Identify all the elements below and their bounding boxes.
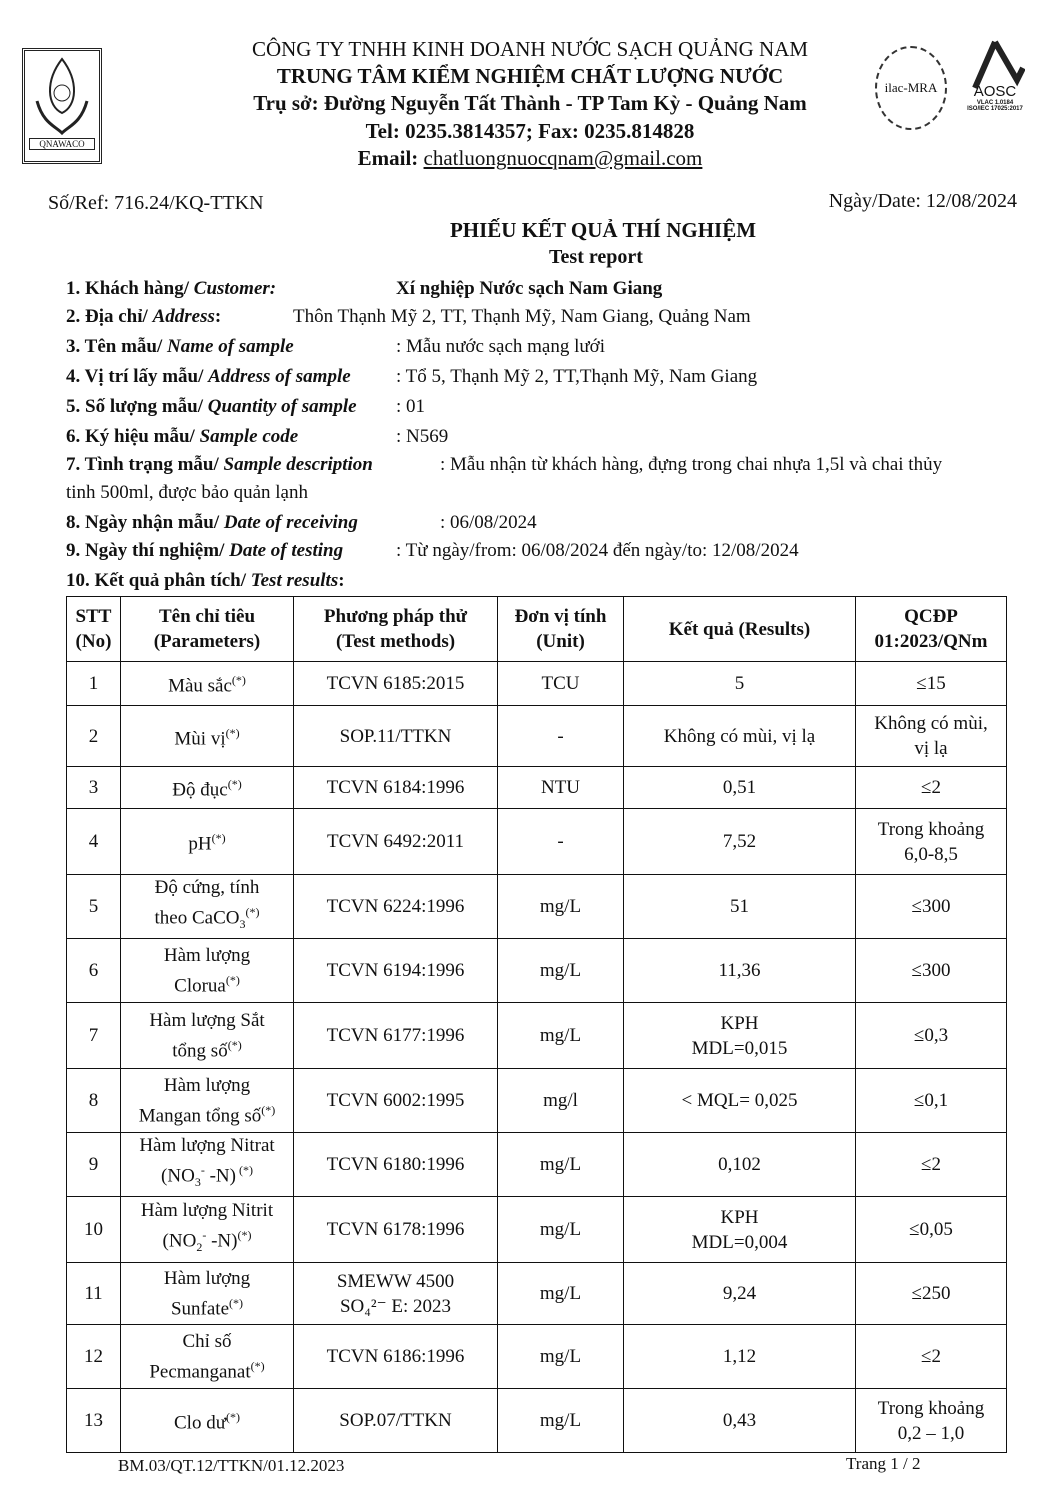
accreditation-mark: (*) xyxy=(226,1410,240,1425)
parameter-text: 3 xyxy=(194,1175,201,1190)
cell-unit: mg/L xyxy=(498,1003,624,1069)
info-value: : Từ ngày/from: 06/08/2024 đến ngày/to: 12/08/2024 xyxy=(396,540,799,561)
info-label-en: Address xyxy=(152,306,215,327)
parameter-name xyxy=(121,767,294,809)
info-label-en: Sample description xyxy=(223,454,373,475)
table-header-row xyxy=(67,597,1007,662)
parameter-text: Màu sắc xyxy=(168,675,232,697)
parameter-name xyxy=(121,1389,294,1453)
cell-unit: mg/l xyxy=(498,1069,624,1133)
info-label xyxy=(66,278,276,299)
reference-number: Số/Ref: 716.24/KQ-TTKN xyxy=(48,192,264,214)
parameter-text: Hàm lượng xyxy=(163,1074,251,1096)
row-number: 9 xyxy=(67,1133,121,1197)
info-label-vi: 10. Kết quả phân tích/ xyxy=(66,570,251,591)
cell-result: 7,52 xyxy=(624,809,856,875)
accreditation-mark: (*) xyxy=(261,1102,276,1117)
parameter-name xyxy=(121,1003,294,1069)
ilac-mra-logo: ilac-MRA xyxy=(875,46,947,130)
table-row xyxy=(67,1069,1007,1133)
info-label xyxy=(66,540,343,561)
accreditation-mark: (*) xyxy=(227,777,242,792)
cell-unit: mg/L xyxy=(498,1389,624,1453)
parameter-text: (NO xyxy=(162,1230,197,1252)
cell-result: 5 xyxy=(624,662,856,706)
parameter-text: Hàm lượng Nitrat xyxy=(139,1135,275,1157)
column-header: Phương pháp thử (Test methods) xyxy=(294,597,498,662)
parameter-text: -N) xyxy=(204,1165,236,1187)
cell-limit: Trong khoảng 6,0-8,5 xyxy=(856,809,1007,875)
cell-method: SOP.07/TTKN xyxy=(294,1389,498,1453)
parameter-name xyxy=(121,1263,294,1325)
aosc-logo: AOSC VLAC 1.0184 ISO/IEC 17025:2017 xyxy=(950,40,1040,112)
info-value: Xí nghiệp Nước sạch Nam Giang xyxy=(396,278,663,299)
parameter-text: -N) xyxy=(206,1230,238,1252)
cell-result: 51 xyxy=(624,875,856,939)
row-number: 6 xyxy=(67,939,121,1003)
table-row xyxy=(67,1263,1007,1325)
cell-limit: Không có mùi, vị lạ xyxy=(856,706,1007,767)
cell-unit: mg/L xyxy=(498,1133,624,1197)
page-number: Trang 1 / 2 xyxy=(846,1454,921,1473)
table-row xyxy=(67,662,1007,706)
table-row xyxy=(67,767,1007,809)
info-row-9 xyxy=(66,540,343,562)
row-number: 4 xyxy=(67,809,121,875)
form-code: BM.03/QT.12/TTKN/01.12.2023 xyxy=(118,1456,345,1475)
parameter-name xyxy=(121,706,294,767)
info-label-colon: : xyxy=(214,306,222,327)
info-value: : 01 xyxy=(396,396,426,417)
parameter-text: Chỉ số xyxy=(182,1330,232,1352)
parameter-text: Hàm lượng Sắt xyxy=(149,1009,265,1031)
accreditation-mark: (*) xyxy=(250,1358,265,1373)
cell-limit: ≤2 xyxy=(856,1325,1007,1389)
cell-result: 0,51 xyxy=(624,767,856,809)
info-label xyxy=(66,570,345,591)
company-phone: Tel: 0235.3814357; Fax: 0235.814828 xyxy=(365,119,695,143)
cell-limit: ≤2 xyxy=(856,767,1007,809)
table-row xyxy=(67,706,1007,767)
cell-limit: ≤250 xyxy=(856,1263,1007,1325)
parameter-text: (NO xyxy=(161,1165,195,1187)
parameter-text: Mùi vị xyxy=(174,728,226,750)
parameter-text: pH xyxy=(188,833,212,855)
info-row-6 xyxy=(66,426,298,448)
info-label-vi: 9. Ngày thí nghiệm/ xyxy=(66,540,230,561)
parameter-text: Hàm lượng xyxy=(163,1267,251,1289)
cell-result: KPH MDL=0,004 xyxy=(624,1197,856,1263)
parameter-text: Clo dư xyxy=(174,1412,226,1434)
cell-limit: ≤2 xyxy=(856,1133,1007,1197)
row-number: 10 xyxy=(67,1197,121,1263)
cell-result: 0,102 xyxy=(624,1133,856,1197)
parameter-name xyxy=(121,1197,294,1263)
cell-result: 0,43 xyxy=(624,1389,856,1453)
cell-limit: ≤0,1 xyxy=(856,1069,1007,1133)
info-row-7 xyxy=(66,454,373,476)
info-label-vi: 1. Khách hàng/ xyxy=(66,278,194,299)
table-row xyxy=(67,809,1007,875)
info-value-continued: tinh 500ml, được bảo quản lạnh xyxy=(66,482,308,503)
accreditation-mark: (*) xyxy=(231,673,246,688)
parameter-text: Pecmanganat xyxy=(149,1361,251,1383)
parameter-name xyxy=(121,1325,294,1389)
cell-result: KPH MDL=0,015 xyxy=(624,1003,856,1069)
parameter-text: Mangan tổng số xyxy=(138,1105,262,1127)
info-label-en: Quantity of sample xyxy=(207,396,357,417)
row-number: 2 xyxy=(67,706,121,767)
info-value: : 06/08/2024 xyxy=(440,512,537,533)
company-name: CÔNG TY TNHH KINH DOANH NƯỚC SẠCH QUẢNG NAM xyxy=(251,37,809,61)
cell-method: SMEWW 4500 SO₄²⁻ E: 2023 xyxy=(294,1263,498,1325)
info-row-2 xyxy=(66,306,221,328)
column-header: QCĐP 01:2023/QNm xyxy=(856,597,1007,662)
cell-limit: ≤300 xyxy=(856,939,1007,1003)
info-label-vi: 7. Tình trạng mẫu/ xyxy=(66,454,224,475)
table-row xyxy=(67,1325,1007,1389)
cell-unit: mg/L xyxy=(498,939,624,1003)
info-row-5 xyxy=(66,396,357,418)
cell-method: TCVN 6492:2011 xyxy=(294,809,498,875)
row-number: 1 xyxy=(67,662,121,706)
accreditation-mark: - xyxy=(202,1228,207,1243)
accreditation-mark: (*) xyxy=(211,831,226,846)
cell-method: TCVN 6180:1996 xyxy=(294,1133,498,1197)
info-label-vi: 3. Tên mẫu/ xyxy=(66,336,168,357)
row-number: 12 xyxy=(67,1325,121,1389)
info-label-en: Date of receiving xyxy=(223,512,358,533)
column-header: Tên chỉ tiêu (Parameters) xyxy=(121,597,294,662)
parameter-name xyxy=(121,1133,294,1197)
row-number: 5 xyxy=(67,875,121,939)
cell-method: SOP.11/TTKN xyxy=(294,706,498,767)
accreditation-mark: (*) xyxy=(225,725,240,740)
info-label-en: Name of sample xyxy=(167,336,294,357)
accreditation-mark: (*) xyxy=(229,1295,244,1310)
parameter-text: theo CaCO xyxy=(154,907,240,929)
info-label-vi: 8. Ngày nhận mẫu/ xyxy=(66,512,224,533)
info-label xyxy=(66,396,357,417)
results-table xyxy=(66,596,1007,1453)
cell-unit: TCU xyxy=(498,662,624,706)
accreditation-mark: (*) xyxy=(235,1163,253,1178)
row-number: 11 xyxy=(67,1263,121,1325)
row-number: 8 xyxy=(67,1069,121,1133)
parameter-text: Độ đục xyxy=(172,779,228,801)
parameter-name xyxy=(121,875,294,939)
column-header: Đơn vị tính (Unit) xyxy=(498,597,624,662)
table-row xyxy=(67,1003,1007,1069)
cell-method: TCVN 6194:1996 xyxy=(294,939,498,1003)
info-label-colon: : xyxy=(338,570,345,591)
row-number: 13 xyxy=(67,1389,121,1453)
info-label-en: Sample code xyxy=(199,426,299,447)
info-label xyxy=(66,454,373,475)
cell-method: TCVN 6002:1995 xyxy=(294,1069,498,1133)
cell-unit: - xyxy=(498,809,624,875)
cell-unit: - xyxy=(498,706,624,767)
qnawaco-logo: QNAWACO xyxy=(22,48,102,164)
info-row-3 xyxy=(66,336,294,358)
parameter-name xyxy=(121,939,294,1003)
accreditation-mark: - xyxy=(200,1163,205,1178)
table-row xyxy=(67,1389,1007,1453)
cell-result: 1,12 xyxy=(624,1325,856,1389)
info-value: : Mẫu nhận từ khách hàng, đựng trong chai nhựa 1,5l và chai thủy xyxy=(440,454,943,475)
table-row xyxy=(67,939,1007,1003)
email-link[interactable]: chatluongnuocqnam@gmail.com xyxy=(423,146,703,170)
report-subtitle: Test report xyxy=(549,246,643,268)
parameter-name xyxy=(121,809,294,875)
parameter-text: Sunfate xyxy=(170,1298,230,1320)
cell-unit: mg/L xyxy=(498,1263,624,1325)
parameter-name xyxy=(121,1069,294,1133)
accreditation-mark: (*) xyxy=(245,905,260,920)
info-label xyxy=(66,426,298,447)
info-row-4 xyxy=(66,366,351,388)
table-row xyxy=(67,1133,1007,1197)
info-label xyxy=(66,336,294,357)
column-header: STT (No) xyxy=(67,597,121,662)
info-label-vi: 5. Số lượng mẫu/ xyxy=(66,396,208,417)
cell-result: < MQL= 0,025 xyxy=(624,1069,856,1133)
info-label xyxy=(66,306,221,327)
parameter-text: Hàm lượng xyxy=(163,944,251,966)
info-label-vi: 6. Ký hiệu mẫu/ xyxy=(66,426,200,447)
cell-limit: ≤15 xyxy=(856,662,1007,706)
company-address: Trụ sở: Đường Nguyễn Tất Thành - TP Tam Kỳ - Quảng Nam xyxy=(253,91,807,115)
info-label xyxy=(66,366,351,387)
cell-limit: ≤0,3 xyxy=(856,1003,1007,1069)
accreditation-mark: (*) xyxy=(225,972,240,987)
cell-unit: NTU xyxy=(498,767,624,809)
info-row-10 xyxy=(66,570,345,592)
cell-unit: mg/L xyxy=(498,1197,624,1263)
info-label-en: Date of testing xyxy=(229,540,344,561)
info-value: : Mẫu nước sạch mạng lưới xyxy=(396,336,606,357)
cell-method: TCVN 6224:1996 xyxy=(294,875,498,939)
cell-method: TCVN 6184:1996 xyxy=(294,767,498,809)
report-date: Ngày/Date: 12/08/2024 xyxy=(828,190,1017,212)
cell-method: TCVN 6177:1996 xyxy=(294,1003,498,1069)
accreditation-mark: (*) xyxy=(227,1037,242,1052)
table-row xyxy=(67,1197,1007,1263)
info-row-8 xyxy=(66,512,358,534)
parameter-text: 3 xyxy=(239,917,246,932)
center-name: TRUNG TÂM KIỂM NGHIỆM CHẤT LƯỢNG NƯỚC xyxy=(276,64,784,88)
column-header: Kết quả (Results) xyxy=(624,597,856,662)
info-row-1 xyxy=(66,278,276,300)
info-label xyxy=(66,512,358,533)
cell-method: TCVN 6178:1996 xyxy=(294,1197,498,1263)
cell-unit: mg/L xyxy=(498,1325,624,1389)
cell-unit: mg/L xyxy=(498,875,624,939)
cell-result: 11,36 xyxy=(624,939,856,1003)
cell-method: TCVN 6185:2015 xyxy=(294,662,498,706)
cell-result: Không có mùi, vị lạ xyxy=(624,706,856,767)
parameter-text: Hàm lượng Nitrit xyxy=(140,1200,274,1222)
info-label-en: Address of sample xyxy=(208,366,351,387)
info-value: : N569 xyxy=(396,426,449,447)
parameter-text: Clorua xyxy=(174,975,226,997)
parameter-text: Độ cứng, tính xyxy=(154,877,260,899)
parameter-text: 2 xyxy=(196,1240,203,1255)
accreditation-mark: (*) xyxy=(237,1228,252,1243)
report-title: PHIẾU KẾT QUẢ THÍ NGHIỆM xyxy=(449,218,757,242)
info-label-vi: 4. Vị trí lấy mẫu/ xyxy=(66,366,209,387)
company-email-line: Email: chatluongnuocqnam@gmail.com xyxy=(357,146,703,170)
info-label-en: Test results xyxy=(250,570,339,591)
row-number: 3 xyxy=(67,767,121,809)
table-row xyxy=(67,875,1007,939)
parameter-name xyxy=(121,662,294,706)
parameter-text: tổng số xyxy=(172,1040,228,1062)
cell-limit: ≤300 xyxy=(856,875,1007,939)
cell-limit: Trong khoảng 0,2 – 1,0 xyxy=(856,1389,1007,1453)
info-label-en: Customer: xyxy=(193,278,277,299)
info-label-vi: 2. Địa chỉ/ xyxy=(66,306,153,327)
cell-method: TCVN 6186:1996 xyxy=(294,1325,498,1389)
info-value: : Tổ 5, Thạnh Mỹ 2, TT,Thạnh Mỹ, Nam Giang xyxy=(396,366,758,387)
row-number: 7 xyxy=(67,1003,121,1069)
info-value: Thôn Thạnh Mỹ 2, TT, Thạnh Mỹ, Nam Giang, Quảng Nam xyxy=(293,306,751,327)
cell-result: 9,24 xyxy=(624,1263,856,1325)
cell-limit: ≤0,05 xyxy=(856,1197,1007,1263)
